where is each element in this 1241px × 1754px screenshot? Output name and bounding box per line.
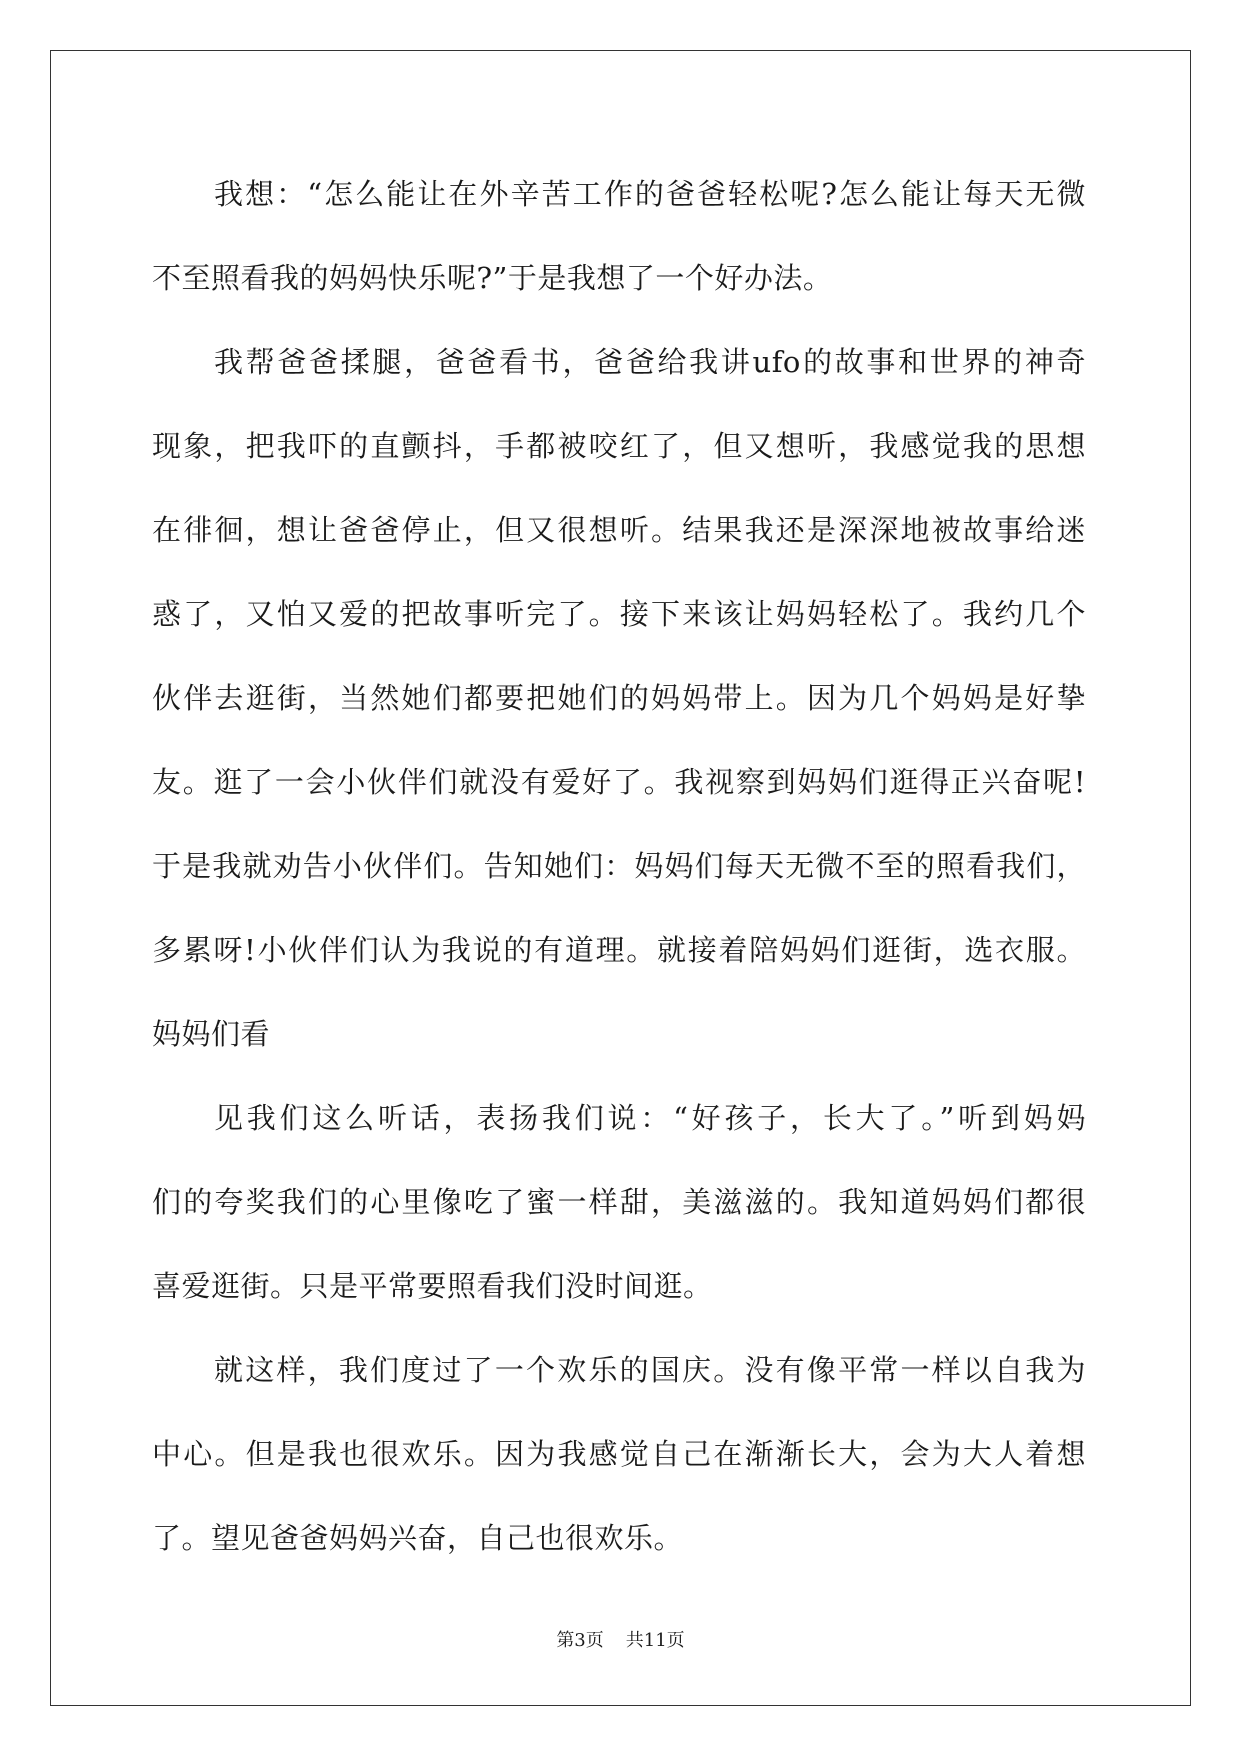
- paragraph-line: 惑了，又怕又爱的把故事听完了。接下来该让妈妈轻松了。我约几个: [152, 597, 1086, 631]
- page-total: 共11页: [625, 1630, 685, 1651]
- paragraph-line: 我帮爸爸揉腿，爸爸看书，爸爸给我讲ufo的故事和世界的神奇: [214, 345, 1086, 379]
- paragraph-line: 不至照看我的妈妈快乐呢?”于是我想了一个好办法。: [152, 261, 833, 295]
- paragraph-line: 多累呀!小伙伴们认为我说的有道理。就接着陪妈妈们逛街，选衣服。: [152, 933, 1086, 967]
- paragraph-line: 现象，把我吓的直颤抖，手都被咬红了，但又想听，我感觉我的思想: [152, 429, 1086, 463]
- paragraph-line: 我想：“怎么能让在外辛苦工作的爸爸轻松呢?怎么能让每天无微: [214, 177, 1086, 211]
- paragraph-line: 就这样，我们度过了一个欢乐的国庆。没有像平常一样以自我为: [214, 1353, 1086, 1387]
- paragraph-line: 友。逛了一会小伙伴们就没有爱好了。我视察到妈妈们逛得正兴奋呢!: [152, 765, 1086, 799]
- paragraph-line: 在徘徊，想让爸爸停止，但又很想听。结果我还是深深地被故事给迷: [152, 513, 1086, 547]
- paragraph-line: 中心。但是我也很欢乐。因为我感觉自己在渐渐长大，会为大人着想: [152, 1437, 1086, 1471]
- paragraph-line: 妈妈们看: [152, 1017, 271, 1051]
- paragraph-line: 了。望见爸爸妈妈兴奋，自己也很欢乐。: [152, 1521, 684, 1555]
- paragraph-line: 于是我就劝告小伙伴们。告知她们：妈妈们每天无微不至的照看我们，: [152, 849, 1086, 883]
- page-number: 第3页: [556, 1630, 604, 1651]
- paragraph-line: 见我们这么听话，表扬我们说：“好孩子，长大了。”听到妈妈: [214, 1101, 1086, 1135]
- paragraph-line: 喜爱逛街。只是平常要照看我们没时间逛。: [152, 1269, 713, 1303]
- paragraph-line: 伙伴去逛街，当然她们都要把她们的妈妈带上。因为几个妈妈是好挚: [152, 681, 1086, 715]
- paragraph-line: 们的夸奖我们的心里像吃了蜜一样甜，美滋滋的。我知道妈妈们都很: [152, 1185, 1086, 1219]
- page-footer: [0, 1629, 1241, 1653]
